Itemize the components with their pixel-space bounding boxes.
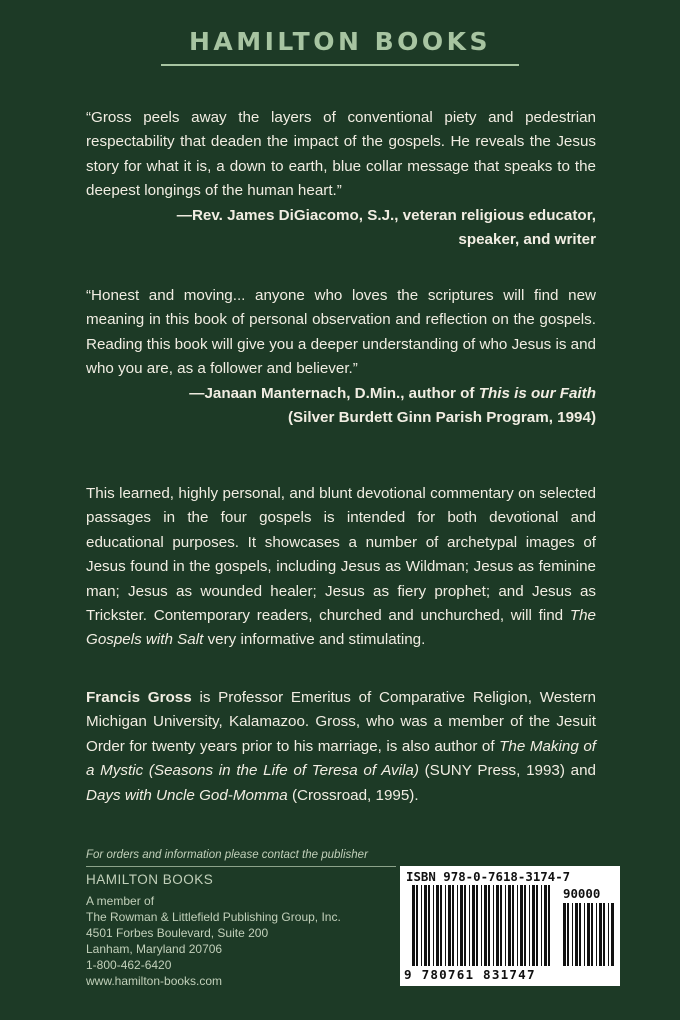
barcode-bar: [448, 885, 451, 966]
barcode-bar: [505, 885, 506, 966]
brand-rule: [161, 64, 519, 66]
barcode-bar: [591, 903, 593, 966]
author-bio: [86, 686, 596, 808]
barcode-bar: [520, 885, 523, 966]
barcode-bar: [440, 885, 442, 966]
barcode-bar: [488, 885, 490, 966]
author-book-title-1: The Making of a Mystic (Seasons in the Life of Teresa of Avila): [86, 737, 596, 780]
barcode-bar: [493, 885, 494, 966]
barcode-bar: [541, 885, 542, 966]
barcode-bar: [500, 885, 502, 966]
barcode-bar: [424, 885, 427, 966]
endorsement-attribution-2: [86, 382, 596, 431]
barcode-bar: [452, 885, 454, 966]
endorsement-attribution-1: [86, 204, 596, 253]
ean-digits: 9 780761 831747: [404, 967, 536, 982]
barcode-bar: [572, 903, 573, 966]
barcode-bar: [445, 885, 446, 966]
attribution-2-book-title: This is our Faith: [478, 385, 596, 402]
attribution-2-line-2: (Silver Burdett Ginn Parish Program, 1994): [287, 409, 596, 427]
author-name: Francis Gross: [86, 689, 192, 706]
description-book-title: The Gospels with Salt: [86, 607, 596, 649]
barcode-bar: [472, 885, 475, 966]
endorsement-quote-1: “Gross peels away the layers of conventional piety and pedestrian respectability that deaden the impact of the gospels. He reveals the Jesus story for what it is, a down to earth, blue collar message that speaks to the deepest longings of the human heart.”: [86, 109, 596, 200]
barcode-bar: [608, 903, 609, 966]
author-book-title-2: Days with Uncle God-Momma: [86, 786, 288, 804]
description-text: This learned, highly personal, and blunt devotional commentary on selected passages in the four gospels is intended for both devotional and educational purposes. It showcases a number of archetypal images of Jesus found in the gospels, including Jesus as Wildman; Jesus as feminine man; Jesus as wounded healer; Jesus as fiery prophet; and Jesus as Trickster. Contemporary readers, churched and unchurched, will find: [86, 485, 596, 625]
barcode-bar: [428, 885, 430, 966]
barcode-bar: [460, 885, 463, 966]
endorsement-quote-2: “Honest and moving... anyone who loves the scriptures will find new meaning in this book of personal observation and reflection on the gospels. Reading this book will give you a deeper understanding of who Jesus is and who you are, as a follower and believer.”: [86, 287, 596, 378]
barcode-bar: [517, 885, 518, 966]
barcode-bar: [412, 885, 415, 966]
publisher-name: HAMILTON BOOKS: [86, 872, 214, 887]
address-line: 4501 Forbes Boulevard, Suite 200: [86, 926, 269, 940]
barcode-bar: [433, 885, 434, 966]
website-url: www.hamilton-books.com: [86, 974, 223, 988]
barcode-bar: [599, 903, 602, 966]
address-line: A member of: [86, 894, 155, 908]
barcode-bar: [484, 885, 487, 966]
barcode-bar: [603, 903, 605, 966]
barcode-bar: [469, 885, 470, 966]
barcode-bar: [567, 903, 569, 966]
barcode-bar: [579, 903, 581, 966]
attribution-2-line-1: [86, 382, 596, 406]
barcode-bar: [416, 885, 418, 966]
attribution-1-line-2: speaker, and writer: [458, 231, 596, 249]
author-bio-text-1: is Professor Emeritus of Comparative Religion, Western Michigan University, Kalamazoo. Gross, who was a member of the Jesuit Order for twenty years prior to his marriage, is also author of: [86, 689, 597, 755]
barcode-bar: [464, 885, 466, 966]
barcode-bar: [584, 903, 585, 966]
barcode-bar: [548, 885, 550, 966]
book-description: [86, 482, 596, 653]
barcode-bar: [421, 885, 422, 966]
author-bio-text-2: (SUNY Press, 1993) and: [418, 762, 596, 780]
barcode-bar: [508, 885, 511, 966]
barcode-bar: [536, 885, 538, 966]
barcode-bar: [457, 885, 458, 966]
barcode-bar: [575, 903, 578, 966]
barcode-bar: [476, 885, 478, 966]
barcode-bar: [544, 885, 547, 966]
orders-rule: [86, 866, 396, 867]
barcode-bar: [611, 903, 614, 966]
phone-number: 1-800-462-6420: [86, 958, 172, 972]
description-text-end: very informative and stimulating.: [203, 631, 426, 649]
barcode-bar: [436, 885, 439, 966]
barcode-bar: [481, 885, 482, 966]
author-bio-text-3: (Crossroad, 1995).: [287, 786, 419, 804]
isbn-barcode: [400, 866, 620, 986]
barcode-bar: [524, 885, 526, 966]
publisher-address: [86, 893, 341, 989]
attribution-1-line-1: —Rev. James DiGiacomo, S.J., veteran religious educator,: [176, 207, 596, 224]
isbn-label: ISBN 978-0-7618-3174-7: [406, 869, 571, 884]
barcode-bar: [563, 903, 566, 966]
orders-note: For orders and information please contact the publisher: [86, 849, 368, 861]
publisher-brand: HAMILTON BOOKS: [188, 27, 492, 56]
address-line: Lanham, Maryland 20706: [86, 942, 223, 956]
attribution-2-prefix: —Janaan Manternach, D.Min., author of: [189, 385, 479, 402]
barcode-bar: [512, 885, 514, 966]
barcode-bar: [587, 903, 590, 966]
address-line: The Rowman & Littlefield Publishing Group, Inc.: [86, 910, 341, 924]
barcode-bar: [532, 885, 535, 966]
barcode-bar: [596, 903, 597, 966]
barcode-bar: [529, 885, 530, 966]
barcode-bar: [496, 885, 499, 966]
price-code: 90000: [563, 886, 601, 901]
